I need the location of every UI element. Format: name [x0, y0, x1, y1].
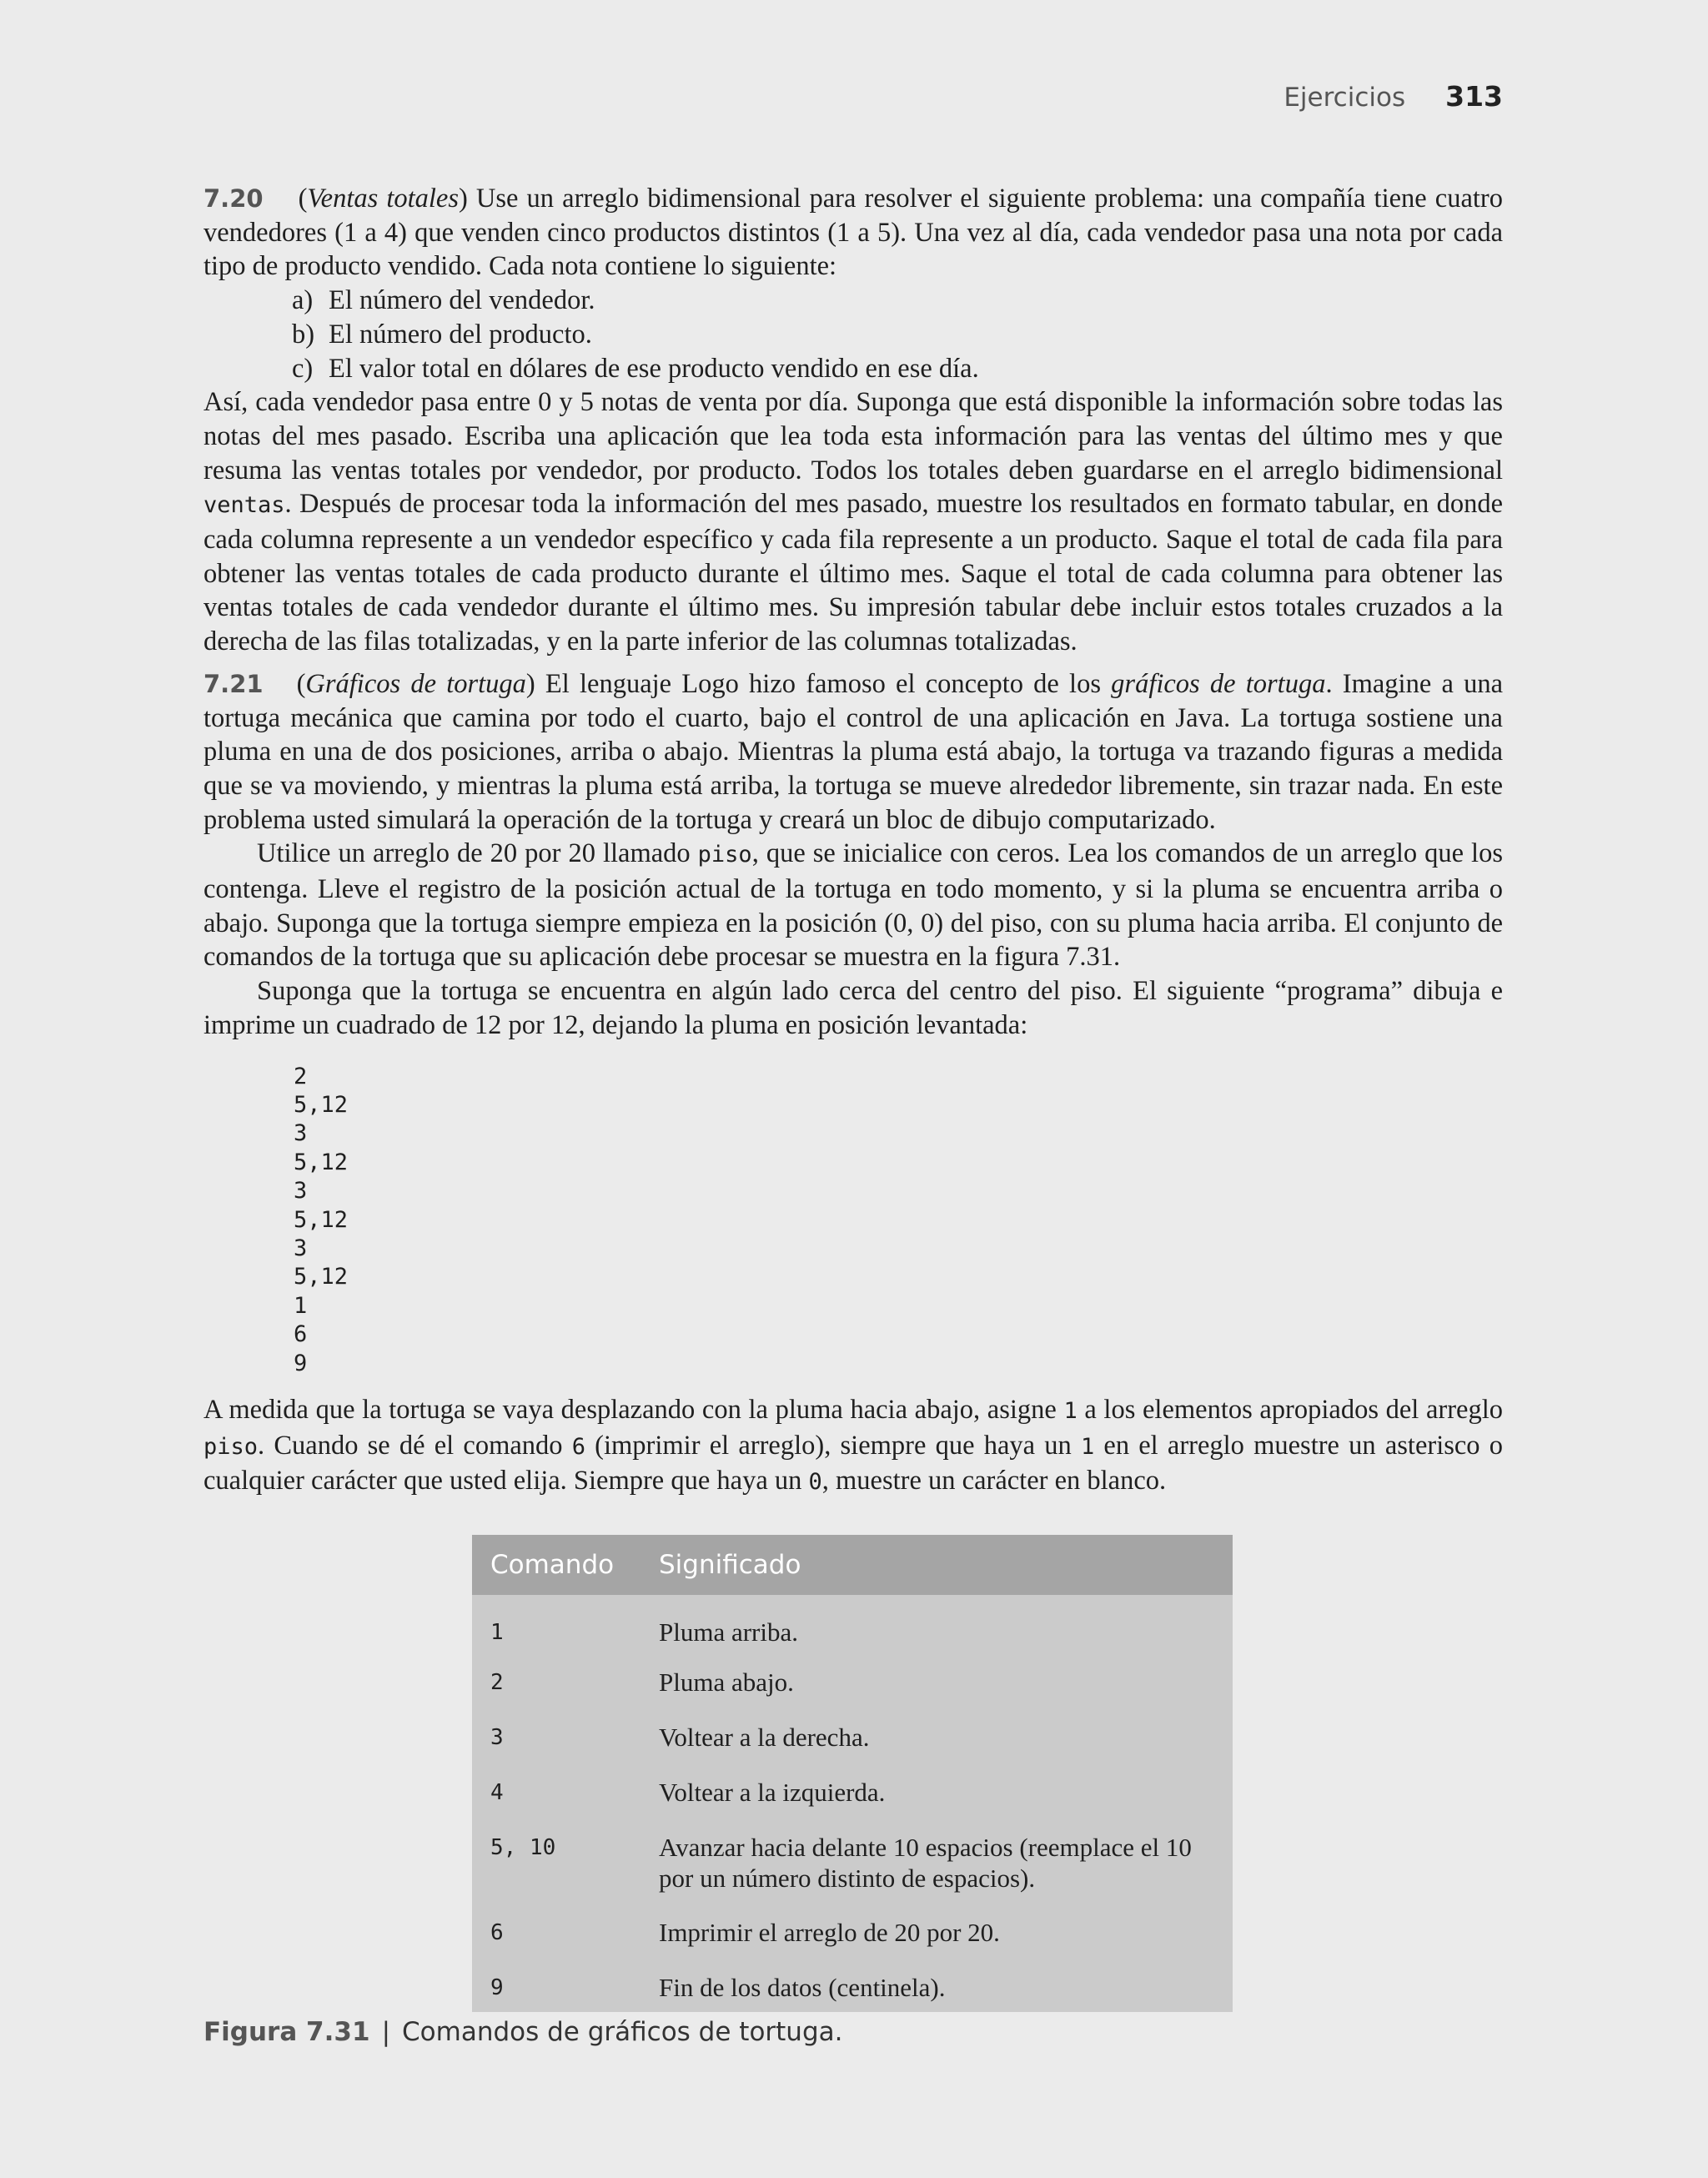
section-title: Ejercicios: [1284, 83, 1406, 113]
main-content: [203, 182, 1503, 1500]
page-header: [1284, 80, 1503, 113]
code-line: 2: [294, 1063, 308, 1089]
list-item: b) El número del producto.: [292, 319, 592, 350]
exercise-7-21-paragraph: A medida que la tortuga se vaya desplazando con la pluma hacia abajo, asigne 1 a los elementos apropiados del arreglo piso. Cuando se dé el comando 6 (imprimir el arreglo), siempre que haya un 1 en el arreglo muestre un asterisco o cualquier carácter que usted elija. Siempre que haya un 0, muestre un carácter en blanco.: [203, 1395, 1503, 1496]
column-header-command: Comando: [490, 1550, 615, 1580]
exercise-7-20-body: Así, cada vendedor pasa entre 0 y 5 notas de venta por día. Suponga que está disponible la información sobre todas las notas del mes pasado. Escriba una aplicación que lea toda esta información para las ventas del último mes y que resuma las ventas totales por vendedor, por producto. Todos los totales deben guardarse en el arreglo bidimensional ventas. Después de procesar toda la información del mes pasado, muestre los resultados en formato tabular, en donde cada columna represente a un vendedor específico y cada fila represente a un producto. Saque el total de cada fila para obtener las ventas totales de cada producto durante el último mes. Saque el total de cada columna para obtener las ventas totales de cada vendedor durante el último mes. Su impresión tabular debe incluir estos totales cruzados a la derecha de las filas totalizadas, y en la parte inferior de las columnas totalizadas.: [203, 387, 1503, 657]
list-item: c) El valor total en dólares de ese producto vendido en ese día.: [292, 353, 979, 384]
code-line: 1: [294, 1292, 308, 1319]
table-row: 3 Voltear a la derecha.: [490, 1723, 870, 1752]
exercise-7-21-paragraph: Suponga que la tortuga se encuentra en algún lado cerca del centro del piso. El siguiente “programa” dibuja e imprime un cuadrado de 12 por 12, dejando la pluma en posición levantada:: [203, 976, 1503, 1040]
code-line: 5,12: [294, 1206, 349, 1233]
table-row: 5, 10 Avanzar hacia delante 10 espacios (reemplace el 10 por un número distinto de espacios).: [490, 1833, 1192, 1893]
table-row: 4 Voltear a la izquierda.: [490, 1778, 886, 1807]
code-line: 5,12: [294, 1264, 349, 1290]
column-header-meaning: Significado: [659, 1550, 801, 1580]
list-item: a) El número del vendedor.: [292, 285, 595, 316]
exercise-title: Gráficos de tortuga: [305, 668, 526, 699]
table-row: 2 Pluma abajo.: [490, 1667, 794, 1697]
turtle-commands-table: [472, 1535, 1233, 2012]
code-line: 9: [294, 1350, 308, 1376]
code-listing: [294, 1063, 1503, 1378]
table-header: [472, 1535, 1233, 1595]
code-line: 3: [294, 1178, 308, 1205]
figure-label: Figura 7.31: [203, 2017, 370, 2047]
exercise-7-21-paragraph: Utilice un arreglo de 20 por 20 llamado piso, que se inicialice con ceros. Lea los comandos de un arreglo que los contenga. Lleve el registro de la posición actual de la tortuga en todo momento, y si la pluma se encuentra arriba o abajo. Suponga que la tortuga siempre empieza en la posición (0, 0) del piso, con su pluma hacia arriba. El conjunto de comandos de la tortuga que su aplicación debe procesar se muestra en la figura 7.31.: [203, 838, 1503, 973]
exercise-number: 7.21: [203, 669, 264, 698]
code-line: 6: [294, 1321, 308, 1348]
caption-text: Comandos de gráficos de tortuga.: [402, 2017, 843, 2047]
table-row: 9 Fin de los datos (centinela).: [490, 1973, 946, 2002]
code-line: 3: [294, 1235, 308, 1262]
code-line: 3: [294, 1120, 308, 1147]
table-row: 1 Pluma arriba.: [490, 1617, 799, 1647]
exercise-7-20-intro: 7.20 (Ventas totales) Use un arreglo bidimensional para resolver el siguiente problema: una compañía tiene cuatro vendedores (1 a 4) que venden cinco productos distintos (1 a 5). Una vez al día, cada vendedor pasa una nota por cada tipo de producto vendido. Cada nota contiene lo siguiente:: [203, 184, 1503, 282]
exercise-number: 7.20: [203, 184, 264, 213]
caption-separator: |: [381, 2017, 391, 2047]
code-line: 5,12: [294, 1149, 349, 1175]
code-line: 5,12: [294, 1091, 349, 1118]
note-contents-list: [203, 284, 1503, 385]
exercise-7-21-intro: 7.21 (Gráficos de tortuga) El lenguaje Logo hizo famoso el concepto de los gráficos de tortuga. Imagine a una tortuga mecánica que camina por todo el cuarto, bajo el control de una aplicación en Java. La tortuga sostiene una pluma en una de dos posiciones, arriba o abajo. Mientras la pluma está abajo, la tortuga va trazando figuras a medida que se va moviendo, y mientras la pluma está arriba, la tortuga se mueve alrededor libremente, sin trazar nada. En este problema usted simulará la operación de la tortuga y creará un bloc de dibujo computarizado.: [203, 668, 1503, 835]
exercise-title: Ventas totales: [307, 184, 459, 214]
figure-caption: [203, 2017, 842, 2047]
page-number: 313: [1445, 80, 1503, 113]
table-row: 6 Imprimir el arreglo de 20 por 20.: [490, 1918, 1000, 1947]
